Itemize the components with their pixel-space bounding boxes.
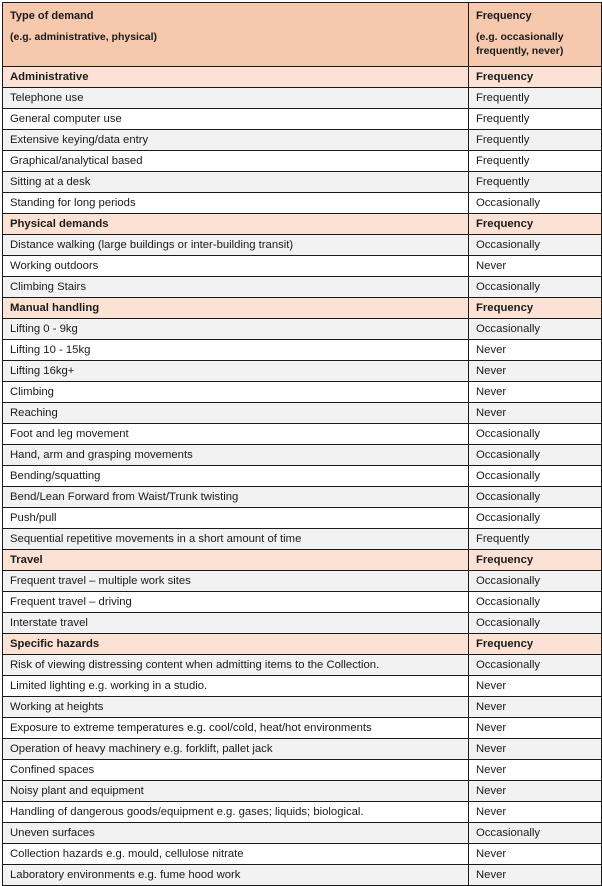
frequency-cell: Never (469, 676, 602, 697)
table-row (3, 445, 602, 466)
table-row (3, 130, 602, 151)
demand-cell: Lifting 16kg+ (3, 361, 469, 382)
section-title: Specific hazards (3, 634, 469, 655)
frequency-cell: Never (469, 739, 602, 760)
section-frequency-label: Frequency (469, 298, 602, 319)
demand-cell: Sitting at a desk (3, 172, 469, 193)
table-row (3, 340, 602, 361)
demand-cell: Interstate travel (3, 613, 469, 634)
frequency-cell: Frequently (469, 172, 602, 193)
frequency-cell: Frequently (469, 109, 602, 130)
header-col1-subtitle: (e.g. administrative, physical) (10, 31, 158, 43)
table-row (3, 424, 602, 445)
frequency-cell: Never (469, 382, 602, 403)
demand-cell: Frequent travel – driving (3, 592, 469, 613)
table-row (3, 277, 602, 298)
demand-cell: Lifting 10 - 15kg (3, 340, 469, 361)
demand-cell: Uneven surfaces (3, 823, 469, 844)
frequency-cell: Frequently (469, 151, 602, 172)
table-row (3, 109, 602, 130)
demand-cell: Exposure to extreme temperatures e.g. cool/cold, heat/hot environments (3, 718, 469, 739)
table-row (3, 508, 602, 529)
demand-cell: Frequent travel – multiple work sites (3, 571, 469, 592)
demand-cell: Climbing Stairs (3, 277, 469, 298)
table-row (3, 193, 602, 214)
demand-cell: Confined spaces (3, 760, 469, 781)
demand-cell: Hand, arm and grasping movements (3, 445, 469, 466)
frequency-cell: Never (469, 361, 602, 382)
table-row (3, 319, 602, 340)
table-row (3, 844, 602, 865)
header-type-of-demand (3, 3, 469, 67)
section-header-row (3, 634, 602, 655)
demand-cell: Operation of heavy machinery e.g. forklift, pallet jack (3, 739, 469, 760)
frequency-cell: Never (469, 697, 602, 718)
table-row (3, 88, 602, 109)
frequency-cell: Occasionally (469, 445, 602, 466)
section-header-row (3, 298, 602, 319)
table-row (3, 571, 602, 592)
table-row (3, 235, 602, 256)
table-row (3, 613, 602, 634)
frequency-cell: Never (469, 781, 602, 802)
table-row (3, 382, 602, 403)
demand-cell: Climbing (3, 382, 469, 403)
section-header-row (3, 550, 602, 571)
section-title: Physical demands (3, 214, 469, 235)
demand-cell: Reaching (3, 403, 469, 424)
frequency-cell: Occasionally (469, 193, 602, 214)
frequency-cell: Occasionally (469, 277, 602, 298)
demand-cell: Telephone use (3, 88, 469, 109)
frequency-cell: Occasionally (469, 655, 602, 676)
table-row (3, 403, 602, 424)
section-frequency-label: Frequency (469, 634, 602, 655)
header-col2-subtitle: (e.g. occasionally frequently, never) (476, 31, 564, 57)
demand-cell: General computer use (3, 109, 469, 130)
table-row (3, 865, 602, 886)
table-row (3, 823, 602, 844)
frequency-cell: Occasionally (469, 508, 602, 529)
demand-cell: Working at heights (3, 697, 469, 718)
table-row (3, 655, 602, 676)
section-title: Administrative (3, 67, 469, 88)
demand-cell: Risk of viewing distressing content when admitting items to the Collection. (3, 655, 469, 676)
frequency-cell: Never (469, 760, 602, 781)
table-row (3, 172, 602, 193)
section-title: Travel (3, 550, 469, 571)
frequency-cell: Frequently (469, 130, 602, 151)
section-header-row (3, 214, 602, 235)
table-row (3, 361, 602, 382)
frequency-cell: Occasionally (469, 592, 602, 613)
frequency-cell: Occasionally (469, 613, 602, 634)
demand-cell: Bend/Lean Forward from Waist/Trunk twisting (3, 487, 469, 508)
frequency-cell: Never (469, 802, 602, 823)
section-header-row (3, 67, 602, 88)
demand-cell: Limited lighting e.g. working in a studio. (3, 676, 469, 697)
section-frequency-label: Frequency (469, 550, 602, 571)
table-row (3, 697, 602, 718)
frequency-cell: Occasionally (469, 466, 602, 487)
frequency-cell: Occasionally (469, 319, 602, 340)
demand-cell: Bending/squatting (3, 466, 469, 487)
frequency-cell: Never (469, 340, 602, 361)
frequency-cell: Never (469, 865, 602, 886)
header-col2-title: Frequency (476, 10, 532, 22)
table-row (3, 676, 602, 697)
header-col1-title: Type of demand (10, 10, 94, 22)
demand-cell: Working outdoors (3, 256, 469, 277)
table-row (3, 802, 602, 823)
frequency-cell: Never (469, 403, 602, 424)
table-row (3, 739, 602, 760)
demand-cell: Handling of dangerous goods/equipment e.g. gases; liquids; biological. (3, 802, 469, 823)
table-row (3, 760, 602, 781)
section-frequency-label: Frequency (469, 67, 602, 88)
frequency-cell: Frequently (469, 88, 602, 109)
demand-cell: Extensive keying/data entry (3, 130, 469, 151)
demand-cell: Graphical/analytical based (3, 151, 469, 172)
table-row (3, 592, 602, 613)
frequency-cell: Occasionally (469, 424, 602, 445)
table-row (3, 466, 602, 487)
demand-cell: Distance walking (large buildings or inter-building transit) (3, 235, 469, 256)
table-row (3, 781, 602, 802)
frequency-cell: Occasionally (469, 235, 602, 256)
demand-cell: Noisy plant and equipment (3, 781, 469, 802)
table-row (3, 529, 602, 550)
table-row (3, 487, 602, 508)
section-frequency-label: Frequency (469, 214, 602, 235)
frequency-cell: Occasionally (469, 571, 602, 592)
table-row (3, 718, 602, 739)
frequency-cell: Occasionally (469, 823, 602, 844)
demand-cell: Lifting 0 - 9kg (3, 319, 469, 340)
demand-cell: Sequential repetitive movements in a short amount of time (3, 529, 469, 550)
table-row (3, 256, 602, 277)
demand-cell: Push/pull (3, 508, 469, 529)
demand-cell: Laboratory environments e.g. fume hood work (3, 865, 469, 886)
demand-cell: Standing for long periods (3, 193, 469, 214)
frequency-cell: Occasionally (469, 487, 602, 508)
frequency-cell: Frequently (469, 529, 602, 550)
demands-table (2, 2, 602, 886)
demand-cell: Collection hazards e.g. mould, cellulose nitrate (3, 844, 469, 865)
frequency-cell: Never (469, 844, 602, 865)
table-header-row (3, 3, 602, 67)
demand-cell: Foot and leg movement (3, 424, 469, 445)
table-row (3, 151, 602, 172)
frequency-cell: Never (469, 256, 602, 277)
section-title: Manual handling (3, 298, 469, 319)
header-frequency (469, 3, 602, 67)
frequency-cell: Never (469, 718, 602, 739)
